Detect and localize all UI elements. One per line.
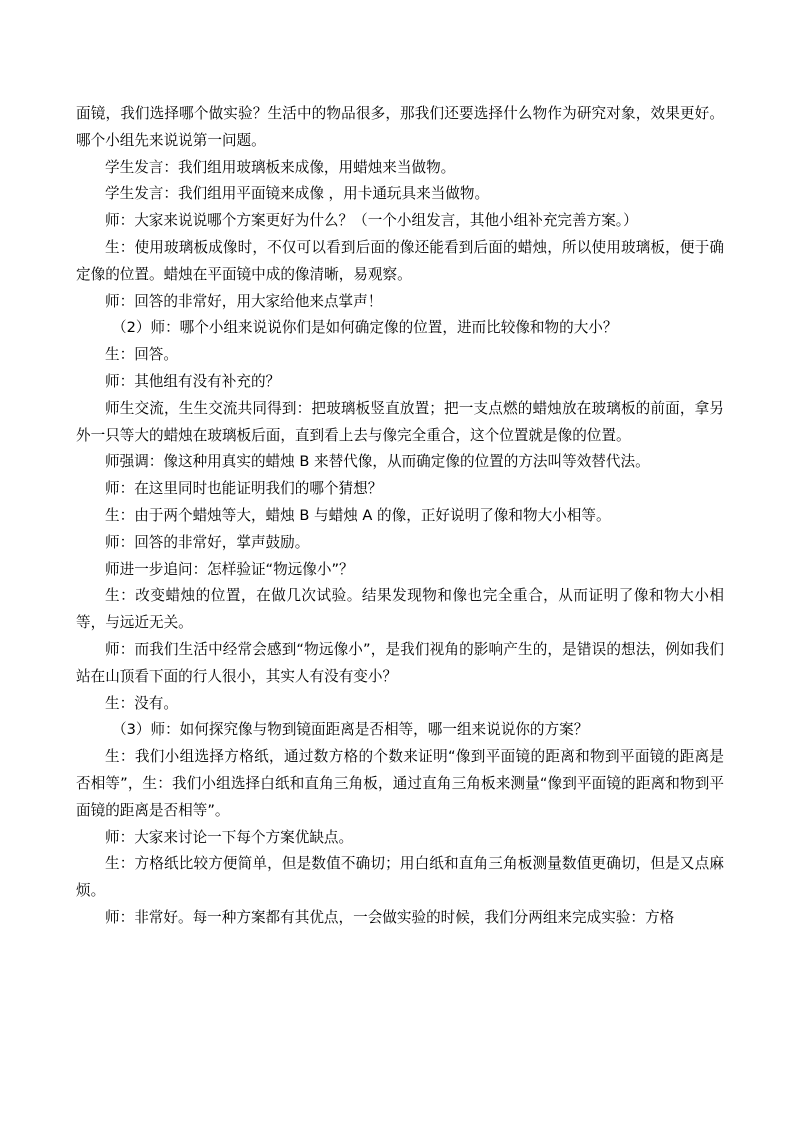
paragraph-student-speech-1: 学生发言：我们组用玻璃板来成像，用蜡烛来当做物。 [105,158,456,176]
paragraph-teacher-perspective: 师：而我们生活中经常会感到“物远像小”，是我们视角的影响产生的，是错误的想法，例如我们站在山顶看下面的行人很小，其实人有没有变小？ [76,640,724,685]
paragraph-question-2: （2）师：哪个小组来说说你们是如何确定像的位置，进而比较像和物的大小？ [112,319,618,337]
paragraph-student-plans: 生：我们小组选择方格纸，通过数方格的个数来证明“像到平面镜的距离和物到平面镜的距离是否相等”，生：我们小组选择白纸和直角三角板，通过直角三角板来测量“像到平面镜的距离和物到平面镜的距离是否相等”。 [76,748,724,819]
paragraph-equivalent-substitution: 师强调：像这种用真实的蜡烛 B 来替代像，从而确定像的位置的方法叫等效替代法。 [105,453,650,471]
paragraph-student-answer-glass: 生：使用玻璃板成像时，不仅可以看到后面的像还能看到后面的蜡烛，所以使用玻璃板，便于确定像的位置。蜡烛在平面镜中成的像清晰，易观察。 [76,238,724,283]
document-body [76,101,724,932]
paragraph-discussion-result: 师生交流，生生交流共同得到：把玻璃板竖直放置；把一支点燃的蜡烛放在玻璃板的前面，拿另外一只等大的蜡烛在玻璃板后面，直到看上去与像完全重合，这个位置就是像的位置。 [76,399,724,444]
paragraph-student-speech-2: 学生发言：我们组用平面镜来成像 ，用卡通玩具来当做物。 [105,185,490,203]
paragraph-teacher-further-question: 师进一步追问：怎样验证“物远像小”？ [105,560,354,578]
paragraph-teacher-followup: 师：其他组有没有补充的？ [105,372,281,390]
paragraph-student-pros-cons: 生：方格纸比较方便简单，但是数值不确切；用白纸和直角三角板测量数值更确切，但是又点麻烦。 [76,855,724,900]
paragraph-student-move-candle: 生：改变蜡烛的位置，在做几次试验。结果发现物和像也完全重合，从而证明了像和物大小相等，与远近无关。 [76,587,724,632]
paragraph-student-reply: 生：回答。 [105,346,178,364]
paragraph-teacher-question: 师：大家来说说哪个方案更好为什么？（一个小组发言，其他小组补充完善方案。） [105,212,638,230]
paragraph-teacher-applause: 师：回答的非常好，掌声鼓励。 [105,533,310,551]
paragraph-teacher-praise: 师：回答的非常好，用大家给他来点掌声！ [105,292,383,310]
paragraph-student-equal-size: 生：由于两个蜡烛等大，蜡烛 B 与蜡烛 A 的像，正好说明了像和物大小相等。 [105,506,611,524]
paragraph-student-no: 生：没有。 [105,694,178,712]
paragraph-question-3: （3）师：如何探究像与物到镜面距离是否相等，哪一组来说说你的方案？ [112,721,589,739]
paragraph-teacher-discuss: 师：大家来讨论一下每个方案优缺点。 [105,828,354,846]
paragraph-continuation: 面镜，我们选择哪个做实验？生活中的物品很多，那我们还要选择什么物作为研究对象，效果更好。哪个小组先来说说第一问题。 [76,105,724,149]
paragraph-teacher-hypothesis: 师：在这里同时也能证明我们的哪个猜想？ [105,480,383,498]
paragraph-teacher-conclusion: 师：非常好。每一种方案都有其优点，一会做实验的时候，我们分两组来完成实验：方格 [105,908,675,926]
